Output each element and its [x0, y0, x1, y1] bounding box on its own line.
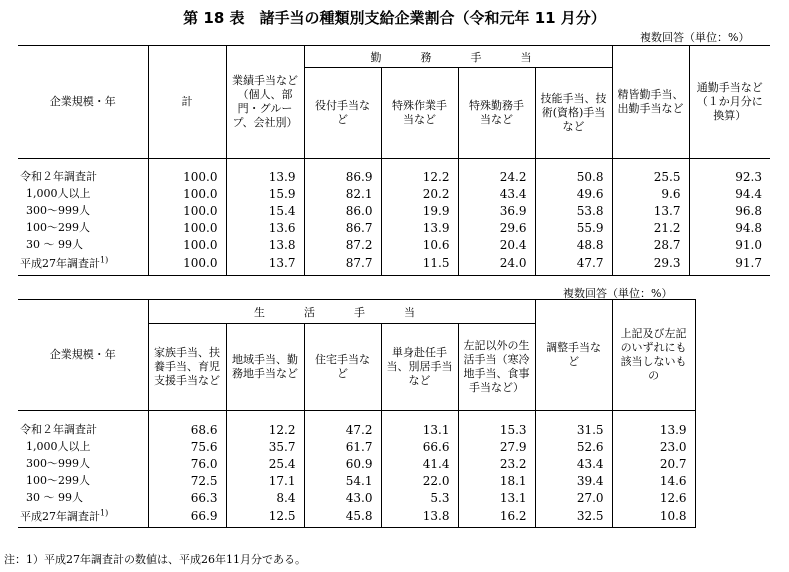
- cell: 23.0: [612, 437, 695, 454]
- cell: 32.5: [535, 505, 612, 528]
- cell: 24.2: [458, 159, 535, 184]
- table1-col-performance: 業績手当など（個人、部門・グループ、会社別）: [226, 46, 304, 159]
- table2-col-regional: 地域手当、勤務地手当など: [226, 324, 304, 411]
- cell: 19.9: [381, 201, 458, 218]
- cell: 20.7: [612, 454, 695, 471]
- cell: 13.9: [226, 159, 304, 184]
- table-row: [18, 184, 770, 201]
- cell: 96.8: [689, 201, 770, 218]
- cell: 13.8: [226, 235, 304, 252]
- table1-col-special-duty: 特殊勤務手当など: [458, 68, 535, 159]
- cell: 48.8: [535, 235, 612, 252]
- cell: 13.7: [226, 252, 304, 276]
- cell: 24.0: [458, 252, 535, 276]
- cell: 82.1: [304, 184, 381, 201]
- cell: 25.5: [612, 159, 689, 184]
- cell: 10.8: [612, 505, 695, 528]
- row-label: 100～299人: [26, 220, 90, 234]
- cell: 11.5: [381, 252, 458, 276]
- cell: 31.5: [535, 411, 612, 437]
- cell: 25.4: [226, 454, 304, 471]
- table1-col-attendance: 精皆勤手当、出勤手当など: [612, 46, 689, 159]
- table-row: [18, 454, 695, 471]
- cell: 13.8: [381, 505, 458, 528]
- cell: 60.9: [304, 454, 381, 471]
- table1-col-special-work: 特殊作業手当など: [381, 68, 458, 159]
- table-row: [18, 218, 770, 235]
- cell: 41.4: [381, 454, 458, 471]
- cell: 66.6: [381, 437, 458, 454]
- cell: 49.6: [535, 184, 612, 201]
- table-row: [18, 159, 770, 184]
- table1: [18, 45, 770, 276]
- cell: 5.3: [381, 488, 458, 505]
- cell: 27.9: [458, 437, 535, 454]
- row-label: 30 ～ 99人: [26, 490, 83, 504]
- table-row: [18, 488, 695, 505]
- cell: 47.2: [304, 411, 381, 437]
- cell: 55.9: [535, 218, 612, 235]
- cell: 13.1: [381, 411, 458, 437]
- cell: 20.4: [458, 235, 535, 252]
- cell: 23.2: [458, 454, 535, 471]
- table-row: [18, 505, 695, 528]
- table2-col-single-posting: 単身赴任手当、別居手当など: [381, 324, 458, 411]
- cell: 100.0: [148, 235, 226, 252]
- cell: 100.0: [148, 184, 226, 201]
- cell: 13.9: [612, 411, 695, 437]
- cell: 12.2: [226, 411, 304, 437]
- cell: 43.4: [535, 454, 612, 471]
- cell: 86.9: [304, 159, 381, 184]
- cell: 87.2: [304, 235, 381, 252]
- cell: 94.4: [689, 184, 770, 201]
- cell: 28.7: [612, 235, 689, 252]
- table-row: [18, 411, 695, 437]
- row-label: 令和２年調査計: [20, 169, 97, 183]
- cell: 47.7: [535, 252, 612, 276]
- cell: 8.4: [226, 488, 304, 505]
- table1-unit: 複数回答（単位：%）: [640, 31, 750, 44]
- table2-col-family: 家族手当、扶養手当、育児支援手当など: [148, 324, 226, 411]
- cell: 29.3: [612, 252, 689, 276]
- cell: 53.8: [535, 201, 612, 218]
- row-label: 300～999人: [26, 456, 90, 470]
- cell: 43.4: [458, 184, 535, 201]
- table1-col-position: 役付手当など: [304, 68, 381, 159]
- cell: 72.5: [148, 471, 226, 488]
- cell: 12.6: [612, 488, 695, 505]
- cell: 39.4: [535, 471, 612, 488]
- cell: 45.8: [304, 505, 381, 528]
- table1-row-header: 企業規模・年: [18, 46, 148, 159]
- row-label: 平成27年調査計$^{1)}$: [18, 252, 148, 276]
- row-label: 300～999人: [26, 203, 90, 217]
- table2-col-none: 上記及び左記のいずれにも該当しないもの: [612, 300, 695, 411]
- cell: 29.6: [458, 218, 535, 235]
- cell: 66.3: [148, 488, 226, 505]
- cell: 35.7: [226, 437, 304, 454]
- page-title: 第 18 表 諸手当の種類別支給企業割合（令和元年 11 月分）: [183, 9, 606, 27]
- cell: 9.6: [612, 184, 689, 201]
- cell: 91.0: [689, 235, 770, 252]
- row-label: 令和２年調査計: [20, 422, 97, 436]
- cell: 100.0: [148, 159, 226, 184]
- cell: 18.1: [458, 471, 535, 488]
- cell: 100.0: [148, 201, 226, 218]
- table2-col-housing: 住宅手当など: [304, 324, 381, 411]
- row-label: 100～299人: [26, 473, 90, 487]
- cell: 68.6: [148, 411, 226, 437]
- cell: 17.1: [226, 471, 304, 488]
- table2-col-adjustment: 調整手当など: [535, 300, 612, 411]
- cell: 16.2: [458, 505, 535, 528]
- cell: 22.0: [381, 471, 458, 488]
- cell: 100.0: [148, 218, 226, 235]
- footnote: 注：1）平成27年調査計の数値は、平成26年11月分である。: [4, 553, 306, 566]
- table-row: [18, 252, 770, 276]
- table-row: [18, 201, 770, 218]
- cell: 21.2: [612, 218, 689, 235]
- table2: [18, 299, 696, 528]
- cell: 54.1: [304, 471, 381, 488]
- cell: 43.0: [304, 488, 381, 505]
- table1-group-kinmu: 勤 務 手 当: [304, 46, 612, 68]
- table-row: [18, 471, 695, 488]
- row-label: 平成27年調査計$^{1)}$: [18, 505, 148, 528]
- table1-col-total: 計: [148, 46, 226, 159]
- cell: 75.6: [148, 437, 226, 454]
- table1-col-skill: 技能手当、技術(資格)手当など: [535, 68, 612, 159]
- cell: 13.6: [226, 218, 304, 235]
- cell: 13.1: [458, 488, 535, 505]
- table2-unit: 複数回答（単位：%）: [563, 287, 673, 300]
- cell: 10.6: [381, 235, 458, 252]
- cell: 92.3: [689, 159, 770, 184]
- row-label: 30 ～ 99人: [26, 237, 83, 251]
- cell: 86.7: [304, 218, 381, 235]
- cell: 66.9: [148, 505, 226, 528]
- table1-col-commute: 通勤手当など（１か月分に換算）: [689, 46, 770, 159]
- cell: 15.4: [226, 201, 304, 218]
- cell: 13.7: [612, 201, 689, 218]
- cell: 12.5: [226, 505, 304, 528]
- cell: 20.2: [381, 184, 458, 201]
- cell: 100.0: [148, 252, 226, 276]
- cell: 76.0: [148, 454, 226, 471]
- table-row: [18, 437, 695, 454]
- cell: 14.6: [612, 471, 695, 488]
- cell: 36.9: [458, 201, 535, 218]
- cell: 15.3: [458, 411, 535, 437]
- cell: 86.0: [304, 201, 381, 218]
- cell: 13.9: [381, 218, 458, 235]
- row-label: 1,000人以上: [26, 186, 91, 200]
- cell: 52.6: [535, 437, 612, 454]
- cell: 94.8: [689, 218, 770, 235]
- table-row: [18, 235, 770, 252]
- cell: 27.0: [535, 488, 612, 505]
- table2-col-other-living: 左記以外の生活手当（寒冷地手当、食事手当など）: [458, 324, 535, 411]
- cell: 61.7: [304, 437, 381, 454]
- cell: 15.9: [226, 184, 304, 201]
- row-label: 1,000人以上: [26, 439, 91, 453]
- cell: 91.7: [689, 252, 770, 276]
- table2-group-seikatsu: 生 活 手 当: [148, 300, 535, 324]
- table2-row-header: 企業規模・年: [18, 300, 148, 411]
- cell: 87.7: [304, 252, 381, 276]
- cell: 12.2: [381, 159, 458, 184]
- cell: 50.8: [535, 159, 612, 184]
